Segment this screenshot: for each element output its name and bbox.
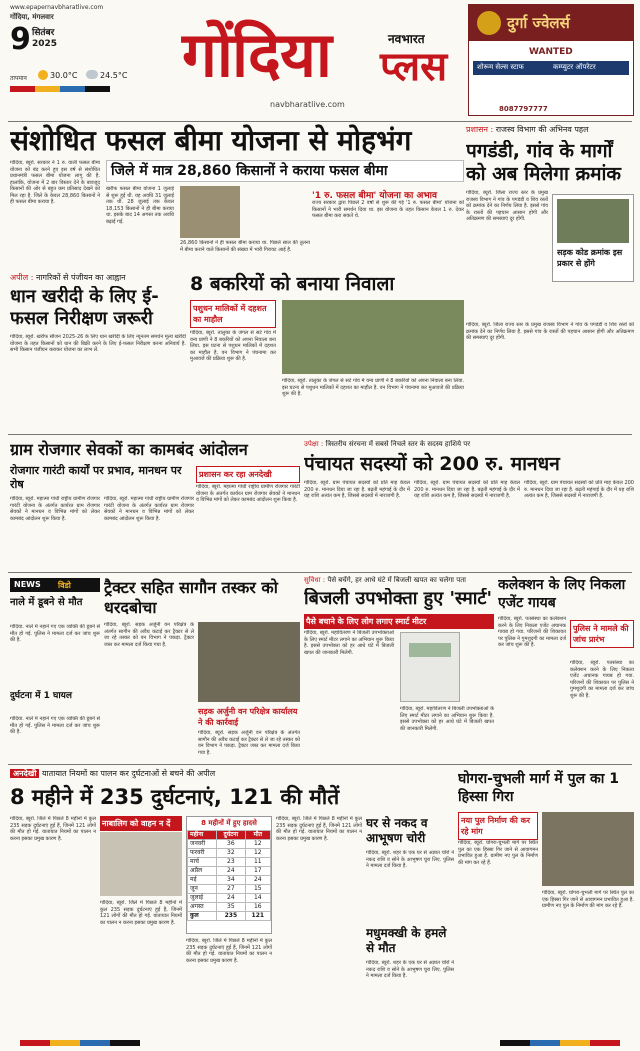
table-header-cell: महीना [188, 831, 217, 840]
table-cell: 12 [245, 849, 270, 858]
ad-phone: 8087797777 [499, 105, 548, 113]
accidents-body-3: गोंदिया, ब्यूरो. जिले में पिछले 8 महीनों में कुल 235 सड़क दुर्घटनाएं हुई हैं, जिनमें 121 लोगों की मौत हो गई. यातायात नियमों का पालन न करना इसका प्रमुख कारण है. [186, 938, 272, 964]
revenue-body-2: गोंदिया, ब्यूरो. जिला राज्य स्तर के प्रमुख राजस्व विभाग ने गांव के पगडंडी व शिव रस्तों को क्रमांक देने का निर्णय लिया है. इससे गांव के रास्तों की पहचान आसान होगी और अतिक्रमण की समस्याएं दूर होंगी. [466, 322, 634, 341]
smart-body: गोंदिया, ब्यूरो. महावितरण ने बिजली उपभोक्ताओं के लिए स्मार्ट मीटर लगाने का अभियान शुरू किया है. इससे उपभोक्ता को हर आधे घंटे में बिजली खपत की जानकारी मिलेगी. [304, 630, 394, 656]
table-cell: 121 [245, 912, 270, 921]
news-headline-2: दुर्घटना में 1 घायल [10, 691, 72, 701]
smart-sub: पैसे बचाने के लिए लोग लगाए स्मार्ट मीटर [304, 614, 494, 629]
collection-body-2: गोंदिया, ब्यूरो. पतसंस्था का कलेक्शन करने के लिए निकला एजेंट अचानक गायब हो गया. परिजनों की शिकायत पर पुलिस ने गुमशुदगी का मामला दर्ज कर जांच शुरू की है. [570, 660, 634, 699]
smart-headline: बिजली उपभोक्ता हुए 'स्मार्ट' [304, 588, 492, 609]
masthead [0, 0, 640, 120]
table-cell: 14 [245, 894, 270, 903]
news-headline: नाले में डूबने से मौत [10, 597, 83, 608]
table-cell: 23 [217, 858, 245, 867]
news-body-2: गोंदिया. नाले में नहाने गए एक व्यक्ति की डूबने से मौत हो गई. पुलिस ने मामला दर्ज कर जांच शुरू की है. [10, 716, 100, 735]
ad-wanted: WANTED [529, 47, 573, 57]
table-cell: अप्रैल [188, 867, 217, 876]
tractor-headline: ट्रैक्टर सहित सागौन तस्कर को धरदबोचा [104, 578, 278, 617]
smart-kicker-text: पैसे बचेंगे, हर आधे घंटे में बिजली खपत का चलेगा पता [327, 576, 466, 584]
table-cell: जनवरी [188, 840, 217, 849]
smart-kicker: सुविधा : [304, 576, 326, 584]
gold-body-2: गोंदिया, ब्यूरो. शहर के एक घर से अज्ञात चोरों ने नकद राशि व सोने के आभूषण चुरा लिए. पुलिस ने मामला दर्ज किया है. [366, 960, 454, 979]
cloud-icon [86, 70, 98, 79]
table-cell: 15 [245, 885, 270, 894]
panchayat-kicker-text: त्रिस्तरीय संरचना में सबसे निचले स्तर के सदस्य हाशिये पर [325, 440, 471, 448]
table-header-cell: दुर्घटना [217, 831, 245, 840]
table-cell: 24 [217, 867, 245, 876]
news-label-2: विडो [58, 581, 71, 590]
revenue-kicker: प्रशासन : [466, 125, 494, 134]
tractor-photo [198, 622, 300, 702]
revenue-callout: सड़क कोड क्रमांक इस प्रकार से होंगे [557, 248, 623, 268]
table-cell: फरवरी [188, 849, 217, 858]
table-cell: 17 [245, 867, 270, 876]
smart-meter-image [400, 632, 460, 702]
lead-body-3: 26,860 किसानों ने ही फसल बीमा कराया था. पिछले साल की तुलना में बीमा कराने वाले किसानों की संख्या में भारी गिरावट आई है. [180, 240, 310, 253]
table-header-cell: मौत [245, 831, 270, 840]
rozgar-body-3: गोंदिया, ब्यूरो. महात्मा गांधी राष्ट्रीय ग्रामीण रोजगार गारंटी योजना के अंतर्गत कार्यरत ग्राम रोजगार सेवकों ने मानधन व विभिन्न मांगों को लेकर कामबंद आंदोलन शुरू किया है. [196, 484, 300, 503]
bridge-photo [542, 812, 634, 886]
brand-main: गोंदिया [182, 18, 331, 91]
ad-job-1: शोरूम सेल्स स्टाफ [477, 63, 524, 71]
accidents-body: गोंदिया, ब्यूरो. जिले में पिछले 8 महीनों में कुल 235 सड़क दुर्घटनाएं हुई हैं, जिनमें 121 लोगों की मौत हो गई. यातायात नियमों का पालन न करना इसका प्रमुख कारण है. [10, 816, 96, 842]
accidents-body-4: गोंदिया, ब्यूरो. जिले में पिछले 8 महीनों में कुल 235 सड़क दुर्घटनाएं हुई हैं, जिनमें 121 लोगों की मौत हो गई. यातायात नियमों का पालन न करना इसका प्रमुख कारण है. [276, 816, 362, 842]
accidents-callout: नाबालिग को वाहन न दें [100, 816, 182, 831]
table-row [188, 840, 271, 849]
goats-headline: 8 बकरियों को बनाया निवाला [190, 273, 395, 295]
accidents-table [186, 816, 272, 934]
table-cell: 27 [217, 885, 245, 894]
collection-body: गोंदिया, ब्यूरो. पतसंस्था का कलेक्शन करने के लिए निकला एजेंट अचानक गायब हो गया. परिजनों की शिकायत पर पुलिस ने गुमशुदगी का मामला दर्ज कर जांच शुरू की है. [498, 616, 566, 648]
bridge-callout: नया पुल निर्माण की कर रहे मांग [458, 812, 538, 840]
panchayat-headline: पंचायत सदस्यों को 200 रु. मानधन [304, 453, 560, 475]
gold-body: गोंदिया, ब्यूरो. शहर के एक घर से अज्ञात चोरों ने नकद राशि व सोने के आभूषण चुरा लिए. पुलिस ने मामला दर्ज किया है. [366, 850, 454, 869]
left1-kicker: अपील : [10, 273, 34, 282]
table-row [188, 885, 271, 894]
footer-color-bar-2 [500, 1040, 620, 1046]
bridge-body: गोंदिया, ब्यूरो. घोगरा-चुभली मार्ग पर स्थित पुल का एक हिस्सा गिर जाने से आवागमन प्रभावित हुआ है. ग्रामीण नए पुल के निर्माण की मांग कर रहे हैं. [458, 840, 538, 866]
brand-sub-top: नवभारत [388, 32, 425, 46]
table-total-row [188, 912, 271, 921]
table-cell: मार्च [188, 858, 217, 867]
revenue-callout-box [552, 194, 634, 282]
left1-headline: धान खरीदी के लिए ई-फसल निरीक्षण जरूरी [10, 286, 159, 329]
table-row [188, 876, 271, 885]
panchayat-kicker-row [304, 440, 634, 449]
table-cell: अगस्त [188, 903, 217, 912]
table-cell: कुल [188, 912, 217, 921]
gold-headline-2: मधुमक्खी के हमले से मौत [366, 926, 447, 955]
lead-photo [180, 186, 240, 238]
panchayat-body-3: गोंदिया, ब्यूरो. ग्राम पंचायत सदस्यों को प्रति माह केवल 200 रु. मानधन दिया जा रहा है. बढ़ती महंगाई के दौर में यह राशि अत्यंत कम है, जिससे सदस्यों में नाराजगी है. [524, 480, 634, 499]
rozgar-kicker: प्रशासन कर रहा अनदेखी [196, 466, 300, 483]
accidents-kicker-text: यातायात नियमों का पालन कर दुर्घटनाओं से बचने की अपील [41, 769, 216, 778]
table-cell: 24 [217, 894, 245, 903]
advert[interactable] [468, 4, 634, 116]
table-cell: 11 [245, 858, 270, 867]
rozgar-body-2: गोंदिया, ब्यूरो. महात्मा गांधी राष्ट्रीय ग्रामीण रोजगार गारंटी योजना के अंतर्गत कार्यरत ग्राम रोजगार सेवकों ने मानधन व विभिन्न मांगों को लेकर कामबंद आंदोलन शुरू किया है. [104, 496, 194, 522]
smart-body-2: गोंदिया, ब्यूरो. महावितरण ने बिजली उपभोक्ताओं के लिए स्मार्ट मीटर लगाने का अभियान शुरू किया है. इससे उपभोक्ता को हर आधे घंटे में बिजली खपत की जानकारी मिलेगी. [400, 706, 494, 732]
lead-body-4: राज्य सरकार द्वारा पिछले 2 वर्षों से शुरू की गई '1 रु. फसल बीमा' योजना को किसानों ने भारी समर्थन दिया था. इस योजना के तहत किसान केवल 1 रु. देकर फसल बीमा करा सकते थे. [312, 200, 464, 219]
lead-side-head: '1 रु. फसल बीमा' योजना का अभाव [312, 191, 438, 201]
goats-body: गोंदिया, ब्यूरो. तालुका के जंगल से सटे गांव में वन्य प्राणी ने 8 बकरियों को अपना निवाला बना लिया. इस घटना से पशुधन मालिकों में दहशत का माहौल है. वन विभाग ने पंचनामा कर मुआवजे की प्रक्रिया शुरू की है. [190, 330, 276, 362]
date-month: सितंबर 2025 [32, 28, 58, 49]
accidents-data-table [187, 830, 271, 921]
table-cell: 34 [217, 876, 245, 885]
road-photo [557, 199, 629, 243]
table-cell: 235 [217, 912, 245, 921]
footer-color-bar [20, 1040, 140, 1046]
tractor-caption: सड़क अर्जुनी वन परिक्षेत्र कार्यालय ने की कार्रवाई [198, 707, 298, 727]
news-body: गोंदिया. नाले में नहाने गए एक व्यक्ति की डूबने से मौत हो गई. पुलिस ने मामला दर्ज कर जांच शुरू की है. [10, 624, 100, 643]
news-label-bar [10, 578, 100, 592]
smart-kicker-row [304, 576, 494, 585]
table-cell: 35 [217, 903, 245, 912]
temp-max: 30.0°C [50, 71, 78, 80]
bridge-body-2: गोंदिया, ब्यूरो. घोगरा-चुभली मार्ग पर स्थित पुल का एक हिस्सा गिर जाने से आवागमन प्रभावित हुआ है. ग्रामीण नए पुल के निर्माण की मांग कर रहे हैं. [542, 890, 634, 909]
collection-callout: पुलिस ने मामले की जांच प्रारंभ [570, 620, 634, 648]
left1-kicker-text: नागरिकों से पंजीयन का आह्वान [35, 273, 126, 282]
goats-body-2: गोंदिया, ब्यूरो. तालुका के जंगल से सटे गांव में वन्य प्राणी ने 8 बकरियों को अपना निवाला बना लिया. इस घटना से पशुधन मालिकों में दहशत का माहौल है. वन विभाग ने पंचनामा कर मुआवजे की प्रक्रिया शुरू की है. [282, 378, 464, 397]
table-header-row [188, 831, 271, 840]
table-row [188, 849, 271, 858]
revenue-body: गोंदिया, ब्यूरो. जिला राज्य स्तर के प्रमुख राजस्व विभाग ने गांव के पगडंडी व शिव रस्तों को क्रमांक देने का निर्णय लिया है. इससे गांव के रास्तों की पहचान आसान होगी और अतिक्रमण की समस्याएं दूर होंगी. [466, 190, 548, 222]
accidents-kicker: अनदेखी [10, 769, 39, 778]
lead-body-2: खरीफ फसल बीमा योजना 1 जुलाई से शुरू हुई थी. यह अवधि 31 जुलाई तक थी. 28 जुलाई तक केवल 18,153 किसानों ने ही बीमा कराया था. इसके बाद 14 अगस्त तक अवधि बढ़ाई गई. [106, 186, 174, 225]
table-cell: 16 [245, 903, 270, 912]
accidents-kicker-row [10, 768, 450, 780]
rozgar-body: गोंदिया, ब्यूरो. महात्मा गांधी राष्ट्रीय ग्रामीण रोजगार गारंटी योजना के अंतर्गत कार्यरत ग्राम रोजगार सेवकों ने मानधन व विभिन्न मांगों को लेकर कामबंद आंदोलन शुरू किया है. [10, 496, 100, 522]
table-row [188, 867, 271, 876]
revenue-kicker-text: राजस्व विभाग की अभिनव पहल [495, 125, 589, 134]
ad-brand: दुर्गा ज्वेलर्स [507, 14, 570, 32]
weather-label: तापमान [10, 75, 27, 82]
temp-min: 24.5°C [100, 71, 128, 80]
table-row [188, 903, 271, 912]
collection-headline: कलेक्शन के लिए निकला एजेंट गायब [498, 577, 626, 611]
epaper-url[interactable]: www.epapernavbharatlive.com [10, 4, 104, 11]
accidents-illustration [100, 832, 182, 896]
revenue-headline: पगडंडी, गांव के मार्गों को अब मिलेगा क्रमांक [466, 140, 621, 185]
panchayat-body: गोंदिया, ब्यूरो. ग्राम पंचायत सदस्यों को प्रति माह केवल 200 रु. मानधन दिया जा रहा है. बढ़ती महंगाई के दौर में यह राशि अत्यंत कम है, जिससे सदस्यों में नाराजगी है. [304, 480, 410, 499]
lead-subhead: जिले में मात्र 28,860 किसानों ने कराया फसल बीमा [106, 160, 464, 182]
bridge-headline: घोगरा-चुभली मार्ग में पुल का 1 हिस्सा गिरा [458, 771, 619, 805]
goats-kicker: पशुधन मालिकों में दहशत का माहौल [190, 300, 276, 328]
panchayat-body-2: गोंदिया, ब्यूरो. ग्राम पंचायत सदस्यों को प्रति माह केवल 200 रु. मानधन दिया जा रहा है. बढ़ती महंगाई के दौर में यह राशि अत्यंत कम है, जिससे सदस्यों में नाराजगी है. [414, 480, 520, 499]
brand-sub: प्लस [380, 44, 448, 90]
tractor-body: गोंदिया, ब्यूरो. सड़क अर्जुनी वन परिक्षेत्र के अंतर्गत सागौन की अवैध कटाई कर ट्रैक्टर से ले जा रहे तस्कर को वन विभाग ने पकड़ा. ट्रैक्टर जब्त कर मामला दर्ज किया गया है. [104, 622, 194, 648]
table-row [188, 858, 271, 867]
revenue-kicker-row [466, 124, 634, 136]
color-bar [10, 86, 110, 92]
news-label: NEWS [14, 580, 41, 589]
rozgar-headline: ग्राम रोजगार सेवकों का कामबंद आंदोलन [10, 440, 248, 459]
table-row [188, 894, 271, 903]
edition: गोंदिया, मंगलवार [10, 13, 54, 21]
table-cell: मई [188, 876, 217, 885]
table-cell: जुलाई [188, 894, 217, 903]
lead-body-1: गोंदिया, ब्यूरो. सरकार ने 1 रु. वाली फसल बीमा योजना को बंद करने हुए इस वर्ष से संशोधित प्रधानमंत्री फसल बीमा योजना लागू की है. हालांकि, योजना में 2 बार विस्तार देने के बावजूद किसानों की ओर से बहुत कम प्रतिसाद देखने को मिल रहा है. जिले के केवल 28,860 किसानों ने ही फसल बीमा कराया है. [10, 160, 100, 205]
rozgar-subhead: रोजगार गारंटी कार्यों पर प्रभाव, मानधन पर रोष [10, 464, 182, 491]
table-cell: 36 [217, 840, 245, 849]
table-cell: 12 [245, 840, 270, 849]
left1-body: गोंदिया, ब्यूरो. खरीफ सीजन 2025-26 के लिए धान खरीदी के लिए न्यूनतम समर्थन मूल्य खरीदी योजना के तहत किसानों को धान की बिक्री करने के लिए ई-फसल निरीक्षण करना अनिवार्य है. सभी किसान पंजीयन कराकर योजना का लाभ लें. [10, 334, 186, 353]
lead-headline: संशोधित फसल बीमा योजना से मोहभंग [10, 124, 412, 157]
jewellery-logo [477, 11, 501, 35]
table-cell: जून [188, 885, 217, 894]
accidents-headline: 8 महीने में 235 दुर्घटनाएं, 121 की मौतें [10, 785, 340, 809]
table-cell: 24 [245, 876, 270, 885]
accidents-table-title: 8 महीनों में हुए हादसे [201, 819, 257, 827]
gold-headline: घर से नकद व आभूषण चोरी [366, 816, 428, 845]
table-cell: 32 [217, 849, 245, 858]
accidents-body-2: गोंदिया, ब्यूरो. जिले में पिछले 8 महीनों में कुल 235 सड़क दुर्घटनाएं हुई हैं, जिनमें 121 लोगों की मौत हो गई. यातायात नियमों का पालन न करना इसका प्रमुख कारण है. [100, 900, 182, 926]
ad-job-2: कम्प्युटर ऑपरेटर [553, 63, 596, 71]
website[interactable]: navbharatlive.com [270, 100, 345, 109]
panchayat-kicker: उपेक्षा : [304, 440, 324, 448]
goats-photo [282, 300, 464, 374]
sun-icon [38, 70, 48, 80]
tractor-body-2: गोंदिया, ब्यूरो. सड़क अर्जुनी वन परिक्षेत्र के अंतर्गत सागौन की अवैध कटाई कर ट्रैक्टर से ले जा रहे तस्कर को वन विभाग ने पकड़ा. ट्रैक्टर जब्त कर मामला दर्ज किया गया है. [198, 730, 300, 756]
date-day: 9 [10, 22, 31, 57]
